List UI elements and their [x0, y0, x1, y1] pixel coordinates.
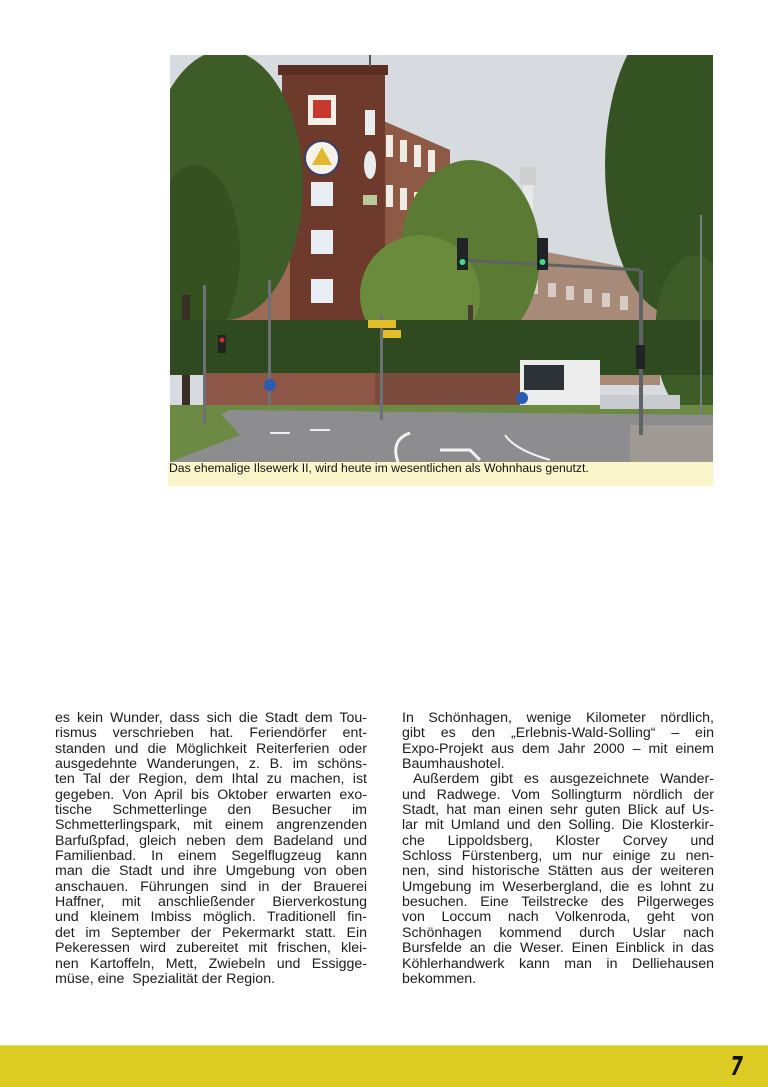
text-line: Köhlerhandwerk kann man in Delliehausen	[402, 956, 714, 972]
text-line: rismus verschrieben hat. Feriendörfer ent-	[55, 726, 367, 742]
text-line: ausgedehnte Wanderungen, z. B. im schöns-	[55, 757, 367, 773]
text-line: bekommen.	[402, 971, 477, 987]
text-line: es kein Wunder, dass sich die Stadt dem Tou-	[55, 711, 367, 726]
photo-hedge	[170, 320, 713, 375]
text-line: nen Kartoffeln, Mett, Zwiebeln und Essigge-	[55, 956, 367, 972]
text-line: Umgebung im Weserbergland, die es lohnt zu	[402, 879, 714, 895]
text-line: Baumhaushotel.	[402, 757, 505, 773]
text-line: In Schönhagen, wenige Kilometer nördlich,	[402, 711, 714, 726]
text-line: müse, eine Spezialität der Region.	[55, 971, 276, 987]
page-number: 7	[730, 1052, 743, 1082]
photo-illustration	[170, 55, 713, 462]
text-line: anschauen. Führungen sind in der Brauerei	[55, 879, 367, 895]
text-line: lar mit Umland und den Solling. Die Klosterkir-	[402, 818, 714, 834]
text-column-right	[402, 711, 714, 987]
text-line: besuchen. Eine Teilstrecke des Pilgerweges	[402, 895, 714, 911]
text-line: Schönhagen kommend durch Uslar nach	[402, 925, 714, 941]
text-line: Familienbad. In einem Segelflugzeug kann	[55, 849, 367, 865]
text-line: von Loccum nach Volkenroda, geht von	[402, 910, 714, 926]
text-column-left	[55, 711, 367, 987]
text-line: Barfußpfad, gleich neben dem Badeland und	[55, 833, 367, 849]
text-line: man die Stadt und ihre Umgebung von oben	[55, 864, 367, 880]
photo-ilsewerk	[170, 55, 713, 462]
text-line: che Lippoldsberg, Kloster Corvey und	[402, 833, 714, 849]
text-line: tische Schmetterlinge den Besucher im	[55, 803, 367, 819]
text-line: und Radwege. Vom Sollingturm nördlich der	[402, 787, 714, 803]
photo-caption: Das ehemalige Ilsewerk II, wird heute im wesentlichen als Wohnhaus genutzt.	[168, 462, 713, 486]
text-line: und kleinem Imbiss möglich. Traditionell fin-	[55, 910, 367, 926]
text-line: ten Tal der Region, dem Ihtal zu machen, ist	[55, 772, 367, 788]
text-line: Haffner, mit anschließender Bierverkostung	[55, 895, 367, 911]
photo-wall	[205, 373, 375, 408]
footer-bar	[0, 1045, 768, 1087]
text-line: Stadt, hat man einen sehr guten Blick auf Us-	[402, 803, 714, 819]
text-line: Schmetterlingspark, mit einem angrenzenden	[55, 818, 367, 834]
text-line: Pekeressen wird zubereitet mit frischen, klei-	[55, 941, 367, 957]
text-line: Außerdem gibt es ausgezeichnete Wander-	[402, 772, 714, 788]
text-line: Expo-Projekt aus dem Jahr 2000 – mit einem	[402, 741, 714, 757]
text-line: det im September der Pekermarkt statt. Ein	[55, 925, 367, 941]
text-line: gibt es den „Erlebnis-Wald-Solling“ – ein	[402, 726, 714, 742]
photo-traffic-light	[457, 238, 468, 270]
text-line: nen, sind historische Stätten aus der weiteren	[402, 864, 714, 880]
text-line: Schloss Fürstenberg, um nur einige zu nen-	[402, 849, 714, 865]
text-line: standen und die Möglichkeit Reiterferien oder	[55, 741, 367, 757]
text-line: gegeben. Von April bis Oktober erwarten exo-	[55, 787, 367, 803]
text-line: Bursfelde an die Weser. Einen Einblick in das	[402, 941, 714, 957]
